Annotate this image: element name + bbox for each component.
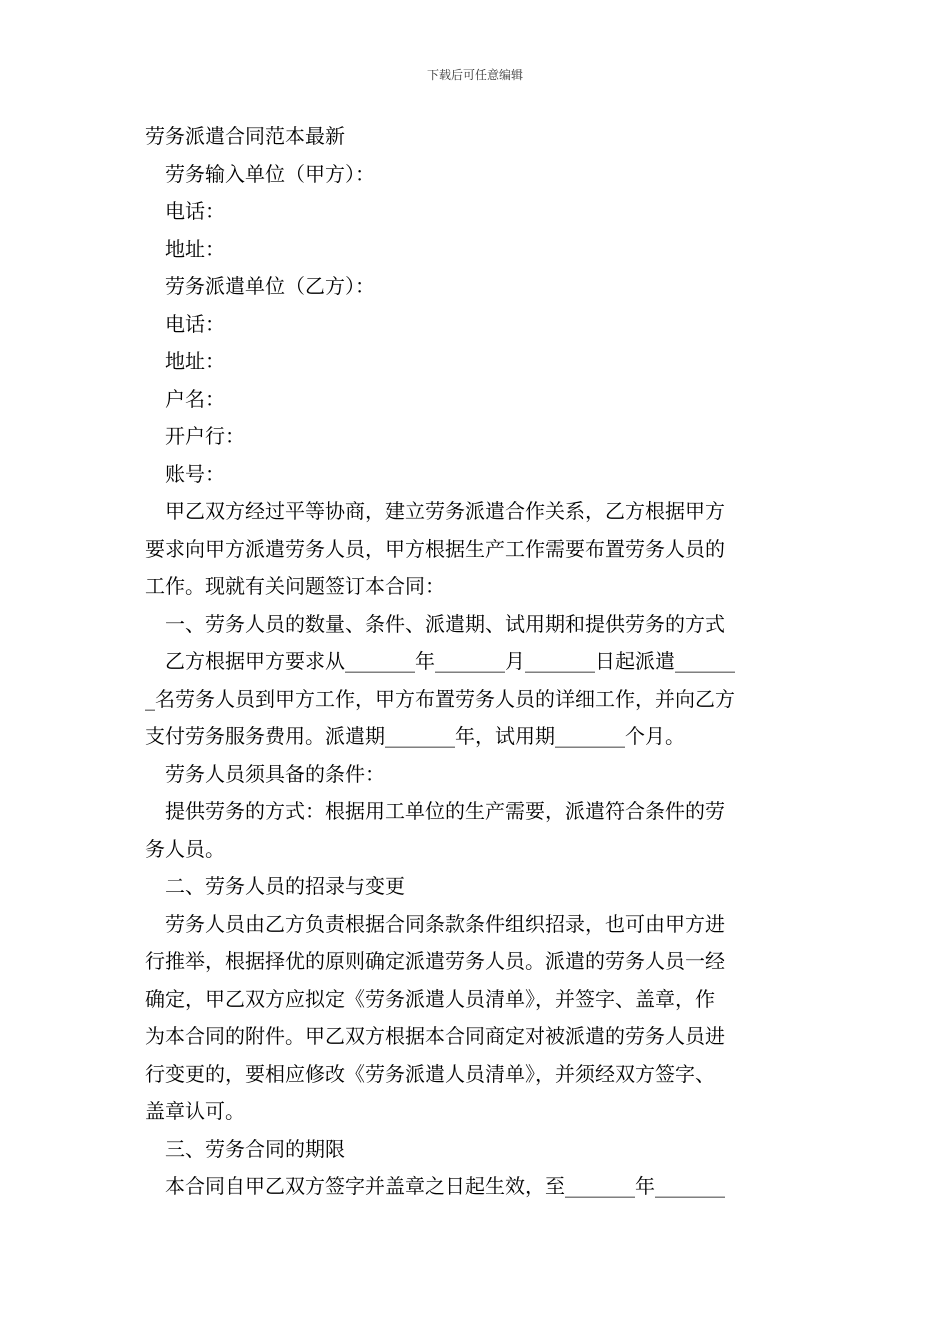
fill-blank-trial: _______ [555,724,625,748]
fill-blank-count-tail: _ [145,686,155,711]
section-3-heading: 三、劳务合同的期限 [165,1136,345,1161]
section-2-line: 劳务人员由乙方负责根据合同条款条件组织招录，也可由甲方进 [165,911,725,936]
text: 名劳务人员到甲方工作，甲方布置劳务人员的详细工作，并向乙方 [155,686,735,711]
section-1-conditions: 劳务人员须具备的条件： [165,761,385,786]
section-2-line: 盖章认可。 [145,1099,245,1123]
fill-blank-year: _______ [345,649,415,673]
document-body [145,118,813,1206]
section-2-line: 为本合同的附件。甲乙双方根据本合同商定对被派遣的劳务人员进 [145,1024,725,1048]
section-3-line [145,1168,813,1206]
text: 年 [635,1174,655,1198]
party-b-phone: 电话： [165,311,225,336]
text: 年，试用期 [455,724,555,748]
section-1-paragraph-line [145,718,813,756]
fill-blank-period: _______ [385,724,455,748]
party-a-address: 地址： [165,236,225,261]
fill-blank-day: _______ [525,649,595,673]
text: 个月。 [625,724,685,748]
text: 乙方根据甲方要求从 [165,649,345,673]
party-a-label: 劳务输入单位（甲方）： [165,161,375,186]
section-1-heading: 一、劳务人员的数量、条件、派遣期、试用期和提供劳务的方式 [165,611,725,636]
text: 月 [505,649,525,673]
intro-line: 要求向甲方派遣劳务人员，甲方根据生产工作需要布置劳务人员的 [145,536,725,561]
text: 年 [415,649,435,673]
document-title: 劳务派遣合同范本最新 [145,124,345,148]
page-header: 下载后可任意编辑 [426,68,523,82]
fill-blank-end-year: _______ [565,1174,635,1198]
text: 支付劳务服务费用。派遣期 [145,724,385,748]
section-1-paragraph-line [145,643,813,681]
section-2-line: 行变更的，要相应修改《劳务派遣人员清单》，并须经双方签字、 [145,1061,715,1086]
fill-blank-month: _______ [435,649,505,673]
fill-blank-end-month: _______ [655,1174,725,1198]
party-b-account-name: 户名： [165,386,225,411]
fill-blank-count: ______ [675,649,735,673]
section-2-line: 行推举，根据择优的原则确定派遣劳务人员。派遣的劳务人员一经 [145,949,725,973]
section-1-method-line: 提供劳务的方式：根据用工单位的生产需要，派遣符合条件的劳 [165,799,725,823]
section-2-line: 确定，甲乙双方应拟定《劳务派遣人员清单》，并签字、盖章，作 [145,986,715,1011]
section-1-paragraph-line [145,681,813,719]
party-b-address: 地址： [165,349,225,373]
section-2-heading: 二、劳务人员的招录与变更 [165,874,405,898]
intro-line: 甲乙双方经过平等协商，建立劳务派遣合作关系，乙方根据甲方 [165,499,725,523]
intro-line: 工作。现就有关问题签订本合同： [145,574,445,598]
text: 日起派遣 [595,649,675,673]
party-b-account-no: 账号： [165,461,225,486]
party-a-phone: 电话： [165,199,225,223]
text: 本合同自甲乙双方签字并盖章之日起生效，至 [165,1174,565,1198]
party-b-label: 劳务派遣单位（乙方）： [165,274,375,298]
party-b-bank: 开户行： [165,424,245,448]
section-1-method-line: 务人员。 [145,836,225,861]
